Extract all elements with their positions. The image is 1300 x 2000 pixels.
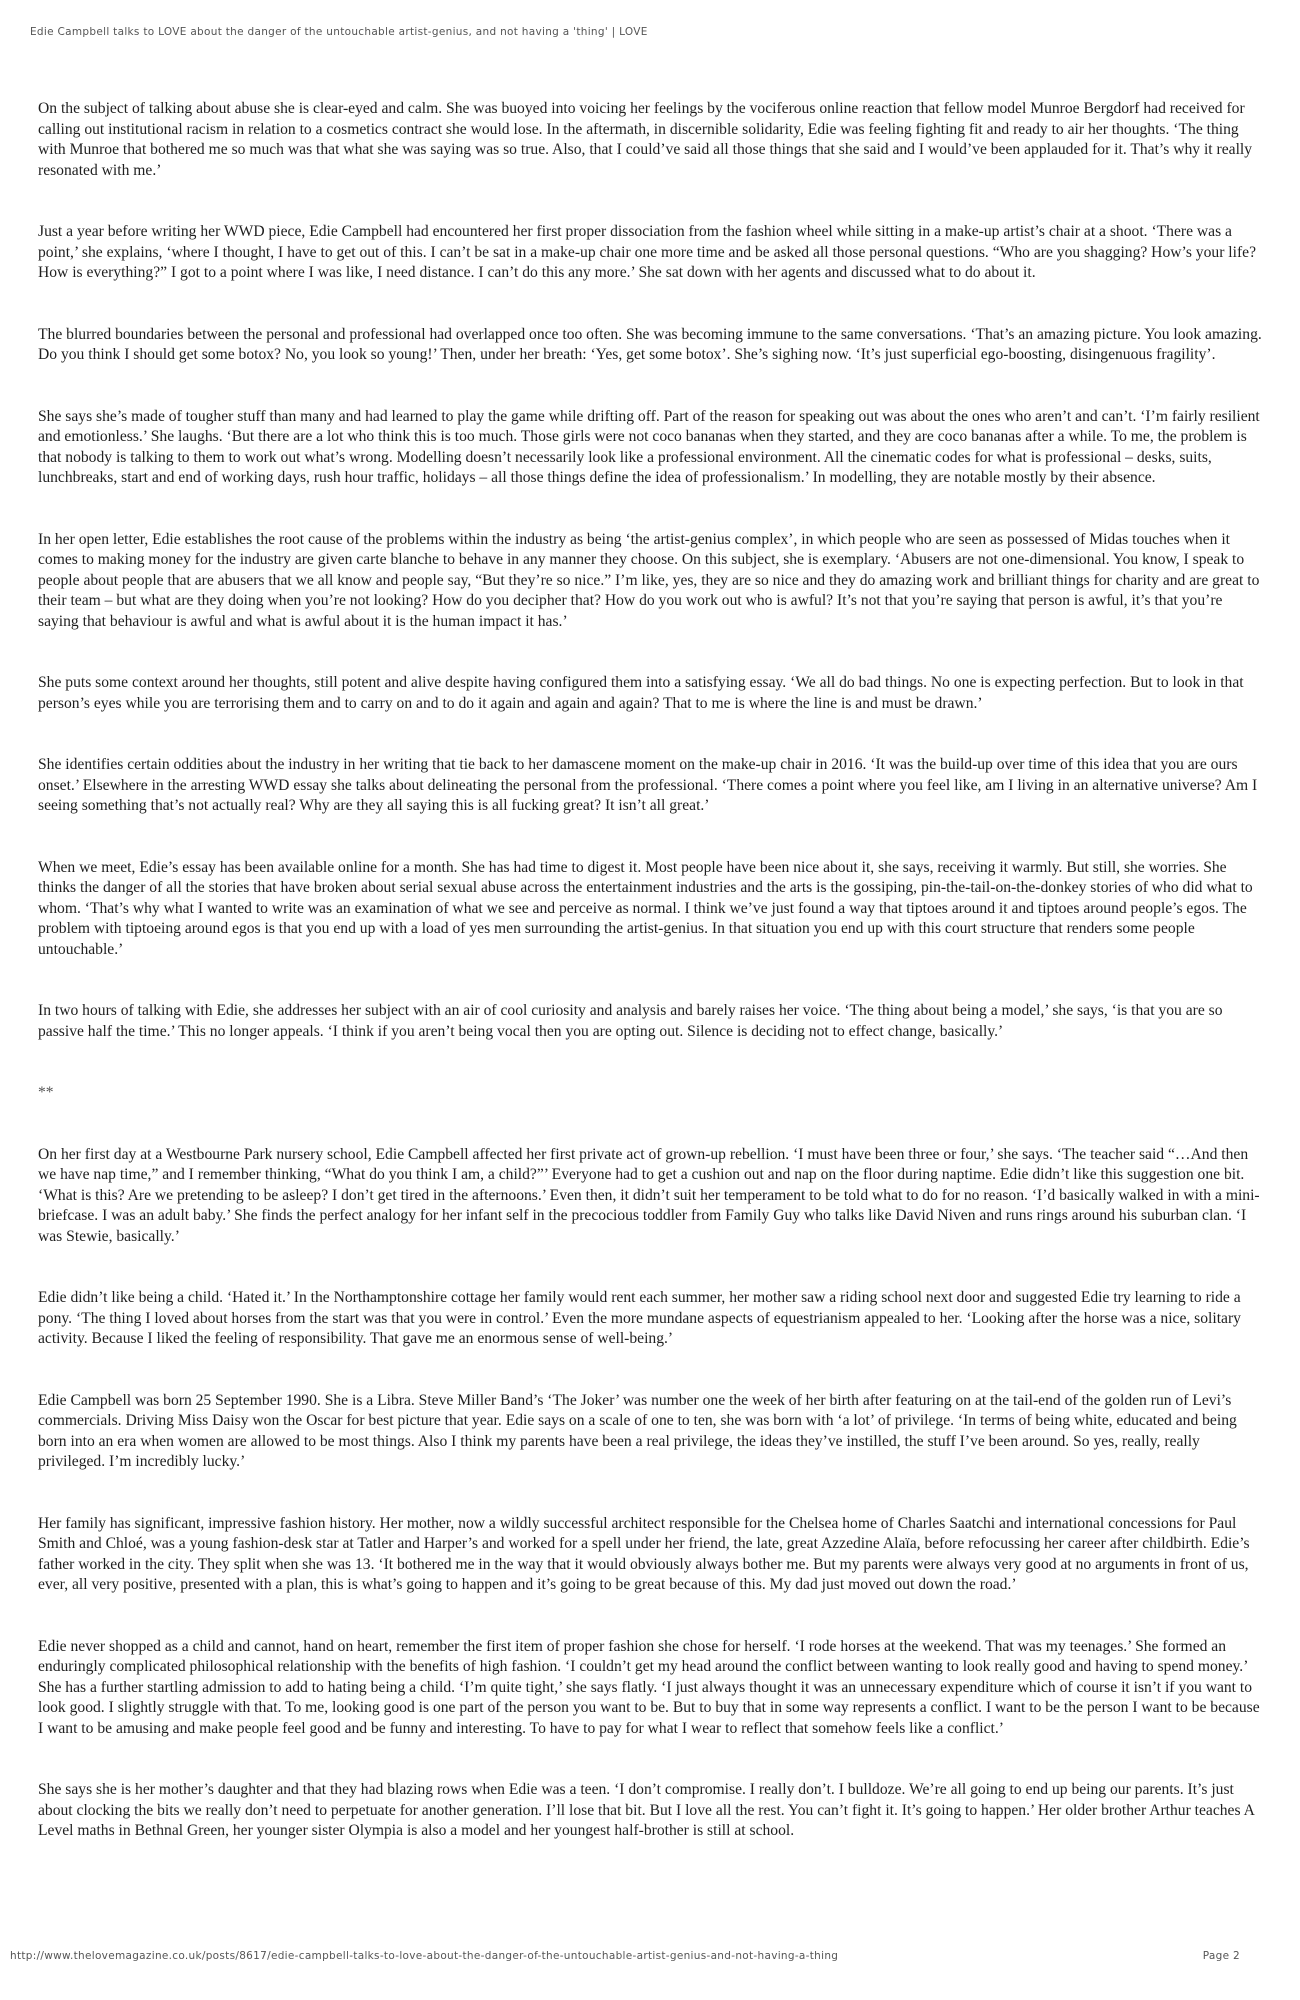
article-body [38, 99, 1262, 1883]
paragraph: Edie Campbell was born 25 September 1990. She is a Libra. Steve Miller Band’s ‘The Joker’ was number one the week of her birth after featuring on at the tail-end of the golden run of Levi’s commercials. Driving Miss Daisy won the Oscar for best picture that year. Edie says on a scale of one to ten, she was born with ‘a lot’ of privilege. ‘In terms of being white, educated and being born into an era when women are allowed to be most things. Also I think my parents have been a real privilege, the ideas they’ve instilled, the stuff I’ve been around. So yes, really, really privileged. I’m incredibly lucky.’ [38, 1391, 1237, 1470]
paragraph: Edie didn’t like being a child. ‘Hated it.’ In the Northamptonshire cottage her family would rent each summer, her mother saw a riding school next door and suggested Edie try learning to ride a pony. ‘The thing I loved about horses from the start was that you were in control.’ Even the more mundane aspects of equestrianism appealed to her. ‘Looking after the horse was a nice, solitary activity. Because I liked the feeling of responsibility. That gave me an enormous sense of well-being.’ [38, 1289, 1241, 1347]
paragraph: She says she is her mother’s daughter and that they had blazing rows when Edie was a teen. ‘I don’t compromise. I really don’t. I bulldoze. We’re all going to end up being our parents. It’s just about clocking the bits we really don’t need to perpetuate for another generation. I’ll lose that bit. But I love all the rest. You can’t fight it. It’s going to happen.’ Her older brother Arthur teaches A Level maths in Bethnal Green, her younger sister Olympia is also a model and her youngest half-brother is still at school. [38, 1781, 1254, 1839]
paragraph: Her family has significant, impressive fashion history. Her mother, now a wildly successful architect responsible for the Chelsea home of Charles Saatchi and international concessions for Paul Smith and Chloé, was a young fashion-desk star at Tatler and Harper’s and worked for a spell under her friend, the late, great Azzedine Alaïa, before refocussing her career after childbirth. Edie’s father worked in the city. They split when she was 13. ‘It bothered me in the way that it would obviously always bother me. But my parents were always very good at no arguments in front of us, ever, all very positive, presented with a plan, this is what’s going to happen and it’s going to be great because of this. My dad just moved out down the road.’ [38, 1514, 1250, 1593]
paragraph: She says she’s made of tougher stuff than many and had learned to play the game while drifting off. Part of the reason for speaking out was about the ones who aren’t and can’t. ‘I’m fairly resilient and emotionless.’ She laughs. ‘But there are a lot who think this is too much. Those girls were not coco bananas when they started, and they are coco bananas after a while. To me, the problem is that nobody is talking to them to work out what’s wrong. Modelling doesn’t necessarily look like a professional environment. All the cinematic codes for what is professional – desks, suits, lunchbreaks, start and end of working days, rush hour traffic, holidays – all those things define the idea of professionalism.’ In modelling, they are notable mostly by their absence. [38, 407, 1260, 486]
paragraph: Just a year before writing her WWD piece, Edie Campbell had encountered her first proper dissociation from the fashion wheel while sitting in a make-up artist’s chair at a shoot. ‘There was a point,’ she explains, ‘where I thought, I have to get out of this. I can’t be sat in a make-up chair one more time and be asked all those personal questions. “Who are you shagging? How’s your life? How is everything?” I got to a point where I was like, I need distance. I can’t do this any more.’ She sat down with her agents and discussed what to do about it. [38, 223, 1256, 281]
paragraph: In her open letter, Edie establishes the root cause of the problems within the industry as being ‘the artist-genius complex’, in which people who are seen as possessed of Midas touches when it comes to making money for the industry are given carte blanche to behave in any manner they choose. On this subject, she is exemplary. ‘Abusers are not one-dimensional. You know, I speak to people about people that are abusers that we all know and people say, “But they’re so nice.” I’m like, yes, they are so nice and they do amazing work and brilliant things for charity and are great to their team – but what are they doing when you’re not looking? How do you decipher that? How do you work out who is awful? It’s not that you’re saying that person is awful, it’s that you’re saying that behaviour is awful and what is awful about it is the human impact it has.’ [38, 530, 1260, 630]
page-footer [0, 1950, 1300, 1966]
paragraph: On her first day at a Westbourne Park nursery school, Edie Campbell affected her first private act of grown-up rebellion. ‘I must have been three or four,’ she says. ‘The teacher said “…And then we have nap time,” and I remember thinking, “What do you think I am, a child?”’ Everyone had to get a cushion out and nap on the floor during naptime. Edie didn’t like this suggestion one bit. ‘What is this? Are we pretending to be asleep? I don’t get tired in the afternoons.’ Even then, it didn’t suit her temperament to be told what to do for no reason. ‘I’d basically walked in with a mini-briefcase. I was an adult baby.’ She finds the perfect analogy for her infant self in the precocious toddler from Family Guy who talks like David Niven and runs rings around his suburban clan. ‘I was Stewie, basically.’ [38, 1145, 1260, 1245]
page-number: Page 2 [1202, 1950, 1240, 1962]
paragraph: The blurred boundaries between the personal and professional had overlapped once too often. She was becoming immune to the same conversations. ‘That’s an amazing picture. You look amazing. Do you think I should get some botox? No, you look so young!’ Then, under her breath: ‘Yes, get some botox’. She’s sighing now. ‘It’s just superficial ego-boosting, disingenuous fragility’. [38, 325, 1262, 363]
page-header-title: Edie Campbell talks to LOVE about the danger of the untouchable artist-genius, and not having a 'thing' | LOVE [30, 26, 648, 38]
paragraph: On the subject of talking about abuse she is clear-eyed and calm. She was buoyed into voicing her feelings by the vociferous online reaction that fellow model Munroe Bergdorf had received for calling out institutional racism in relation to a cosmetics contract she would lose. In the aftermath, in discernible solidarity, Edie was feeling fighting fit and ready to air her thoughts. ‘The thing with Munroe that bothered me so much was that what she was saying was so true. Also, that I could’ve said all those things that she said and I would’ve been applauded for it. That’s why it really resonated with me.’ [38, 100, 1253, 179]
paragraph: She identifies certain oddities about the industry in her writing that tie back to her damascene moment on the make-up chair in 2016. ‘It was the build-up over time of this idea that you are ours onset.’ Elsewhere in the arresting WWD essay she talks about delineating the personal from the professional. ‘There comes a point where you feel like, am I living in an alternative universe? Am I seeing something that’s not actually real? Why are they all saying this is all fucking great? It isn’t all great.’ [38, 756, 1258, 814]
paragraph: She puts some context around her thoughts, still potent and alive despite having configured them into a satisfying essay. ‘We all do bad things. No one is expecting perfection. But to look in that person’s eyes while you are terrorising them and to carry on and to do it again and again and again? That to me is where the line is and must be drawn.’ [38, 674, 1244, 712]
paragraph: Edie never shopped as a child and cannot, hand on heart, remember the first item of proper fashion she chose for herself. ‘I rode horses at the weekend. That was my teenages.’ She formed an enduringly complicated philosophical relationship with the benefits of high fashion. ‘I couldn’t get my head around the conflict between wanting to look really good and having to spend money.’ She has a further startling admission to add to hating being a child. ‘I’m quite tight,’ she says flatly. ‘I just always thought it was an unnecessary expenditure which of course it isn’t if you want to look good. I slightly struggle with that. To me, looking good is one part of the person you want to be. But to buy that in some way represents a conflict. I want to be the person I want to be because I want to be amusing and make people feel good and be funny and interesting. To have to pay for what I wear to reflect that somehow feels like a conflict.’ [38, 1637, 1260, 1737]
footer-url: http://www.thelovemagazine.co.uk/posts/8617/edie-campbell-talks-to-love-about-the-danger-of-the-untouchable-artist-genius-and-not-having-a-thing [10, 1950, 839, 1962]
section-separator: ** [38, 1084, 54, 1101]
paragraph: When we meet, Edie’s essay has been available online for a month. She has had time to digest it. Most people have been nice about it, she says, receiving it warmly. But still, she worries. She thinks the danger of all the stories that have broken about serial sexual abuse across the entertainment industries and the arts is the gossiping, pin-the-tail-on-the-donkey stories of who did what to whom. ‘That’s why what I wanted to write was an examination of what we see and perceive as normal. I think we’ve just found a way that tiptoes around it and tiptoes around people’s egos. The problem with tiptoeing around egos is that you end up with a load of yes men surrounding the artist-genius. In that situation you end up with this court structure that renders some people untouchable.’ [38, 858, 1253, 958]
paragraph: In two hours of talking with Edie, she addresses her subject with an air of cool curiosity and analysis and barely raises her voice. ‘The thing about being a model,’ she says, ‘is that you are so passive half the time.’ This no longer appeals. ‘I think if you aren’t being vocal then you are opting out. Silence is deciding not to effect change, basically.’ [38, 1002, 1223, 1040]
